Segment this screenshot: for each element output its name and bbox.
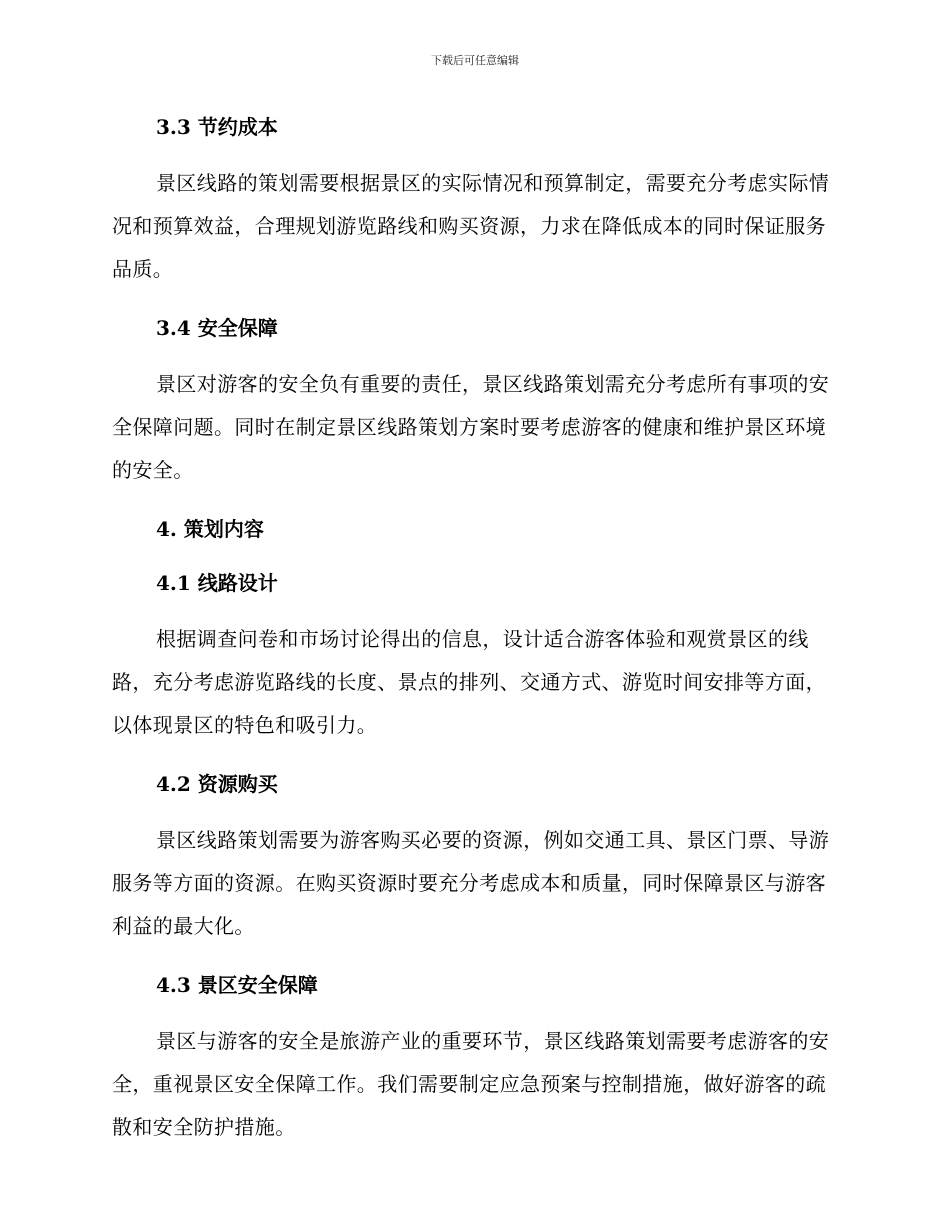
document-body	[112, 108, 840, 1167]
section-heading-3-3: 3.3 节约成本	[156, 115, 278, 139]
page-header: 下载后可任意编辑	[431, 54, 519, 67]
section-paragraph-3-4: 景区对游客的安全负有重要的责任，景区线路策划需充分考虑所有事项的安全保障问题。同时在制定景区线路策划方案时要考虑游客的健康和维护景区环境的安全。	[112, 372, 830, 482]
section-paragraph-4-1: 根据调查问卷和市场讨论得出的信息，设计适合游客体验和观赏景区的线路，充分考虑游览路线的长度、景点的排列、交通方式、游览时间安排等方面，以体现景区的特色和吸引力。	[112, 627, 826, 737]
section-heading-4: 4. 策划内容	[156, 517, 264, 541]
section-heading-4-2: 4.2 资源购买	[156, 772, 278, 796]
section-paragraph-3-3: 景区线路的策划需要根据景区的实际情况和预算制定，需要充分考虑实际情况和预算效益，合理规划游览路线和购买资源，力求在降低成本的同时保证服务品质。	[112, 171, 830, 281]
section-heading-4-1: 4.1 线路设计	[156, 571, 278, 595]
section-paragraph-4-2: 景区线路策划需要为游客购买必要的资源，例如交通工具、景区门票、导游服务等方面的资源。在购买资源时要充分考虑成本和质量，同时保障景区与游客利益的最大化。	[112, 828, 830, 938]
section-heading-3-4: 3.4 安全保障	[156, 316, 278, 340]
section-heading-4-3: 4.3 景区安全保障	[156, 973, 318, 997]
section-paragraph-4-3: 景区与游客的安全是旅游产业的重要环节，景区线路策划需要考虑游客的安全，重视景区安全保障工作。我们需要制定应急预案与控制措施，做好游客的疏散和安全防护措施。	[112, 1029, 830, 1139]
